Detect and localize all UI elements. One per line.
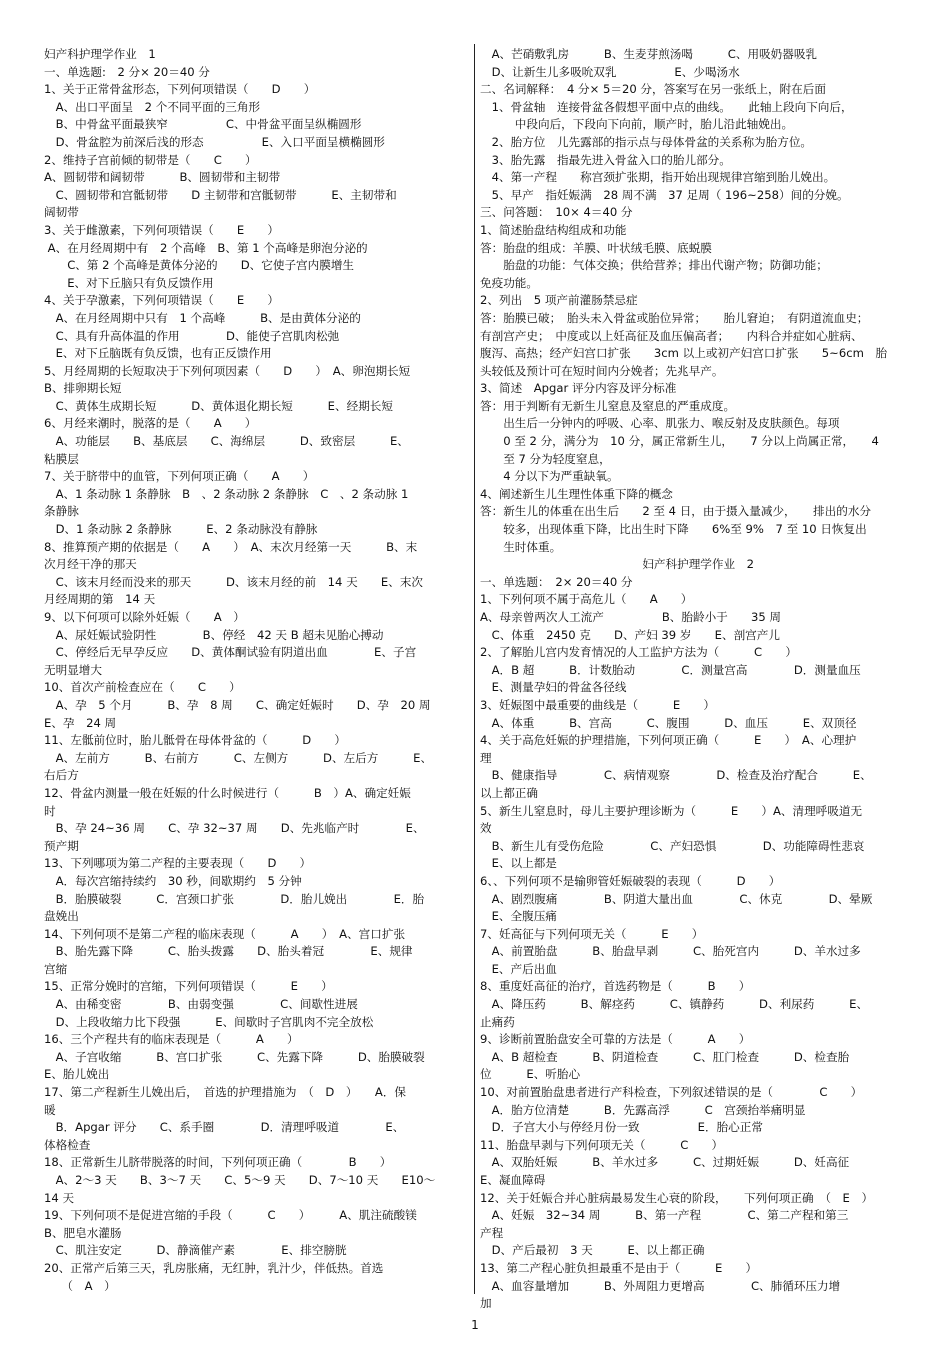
text-line: A、1 条动脉 1 条静脉 B 、2 条动脉 2 条静脉 C 、2 条动脉 1 bbox=[44, 486, 409, 501]
text-line: 14、下列何项不是第二产程的临床表现（ A ） A、宫口扩张 bbox=[44, 926, 406, 941]
text-line: A、剧烈腹痛 B、阴道大量出血 C、休克 D、晕厥 bbox=[480, 891, 873, 906]
text-line: B、新生儿有受伤危险 C、产妇恐惧 D、功能障碍性悲哀 bbox=[480, 838, 865, 853]
text-line: 中段向后，下段向下向前，顺产时，胎儿沿此轴娩出。 bbox=[480, 117, 794, 132]
text-line: 1、下列何项不属于高危儿（ A ） bbox=[480, 592, 693, 607]
text-line: 加 bbox=[480, 1296, 492, 1311]
text-line: 14 天 bbox=[44, 1190, 75, 1205]
text-line: 较多，出现体重下降，比出生时下降 6%至 9% 7 至 10 日恢复出 bbox=[480, 522, 867, 537]
page-number: 1 bbox=[471, 1318, 479, 1332]
text-line: D、产后最初 3 天 E、以上都正确 bbox=[480, 1243, 705, 1258]
text-line: 一、单选题： 2× 20＝40 分 bbox=[480, 574, 633, 589]
text-line: C、黄体生成期长短 D、黄体退化期长短 E、经期长短 bbox=[44, 398, 393, 413]
text-line: A、圆韧带和阔韧带 B、圆韧带和主韧带 bbox=[44, 170, 281, 185]
text-line: 宫缩 bbox=[44, 961, 68, 976]
text-line: A、血容量增加 B、外周阻力更增高 C、肺循环压力增 bbox=[480, 1278, 841, 1293]
text-line: A、降压药 B、解痉药 C、镇静药 D、利尿药 E、 bbox=[480, 997, 869, 1012]
text-line: 15、正常分娩时的宫缩，下列何项错误（ E ） bbox=[44, 979, 333, 994]
text-line: 20、正常产后第三天，乳房胀痛，无红肿，乳汁少，伴低热。首选 bbox=[44, 1260, 384, 1275]
text-line: C、该末月经而没来的那天 D、该末月经的前 14 天 E、末次 bbox=[44, 574, 424, 589]
text-line: 10、首次产前检查应在（ C ） bbox=[44, 680, 241, 695]
text-line: A、B 超检查 B、阴道检查 C、肛门检查 D、检查胎 bbox=[480, 1049, 850, 1064]
text-line: 理 bbox=[480, 750, 492, 765]
text-line: 预产期 bbox=[44, 838, 79, 853]
text-line: B．Apgar 评分 C、系手圈 D．清理呼吸道 E、 bbox=[44, 1120, 405, 1135]
text-line: 1、关于正常骨盆形态，下列何项错误（ D ） bbox=[44, 82, 316, 97]
text-line: 2、了解胎儿宫内发育情况的人工监护方法为（ C ） bbox=[480, 645, 797, 660]
text-line: C、第 2 个高峰是黄体分泌的 D、它使子宫内膜增生 bbox=[44, 258, 355, 273]
text-line: 右后方 bbox=[44, 768, 79, 783]
text-line: 17、第二产程新生儿娩出后， 首选的护理措施为 （ D ） A．保 bbox=[44, 1085, 407, 1100]
text-line: 4、第一产程 称宫颈扩张期，指开始出现规律宫缩到胎儿娩出。 bbox=[480, 170, 836, 185]
text-line: A．胎方位清楚 B．先露高浮 C 宫颈抬举痛明显 bbox=[480, 1102, 806, 1117]
text-line: 产程 bbox=[480, 1225, 504, 1240]
text-line: 4、关于高危妊娠的护理措施，下列何项正确（ E ） A、心理护 bbox=[480, 733, 857, 748]
text-line: A．每次宫缩持续约 30 秒，间歇期约 5 分钟 bbox=[44, 873, 302, 888]
text-line: 13、第二产程心脏负担最重不是由于（ E ） bbox=[480, 1260, 758, 1275]
text-line: 答：用于判断有无新生儿窒息及窒息的严重成度。 bbox=[480, 398, 736, 413]
text-line: B、肥皂水灌肠 bbox=[44, 1225, 122, 1240]
text-line: A、2～3 天 B、3～7 天 C、5～9 天 D、7～10 天 E10～ bbox=[44, 1173, 436, 1187]
text-line: D．子宫大小与停经月份一致 E．胎心正常 bbox=[480, 1120, 763, 1135]
text-line: A、在月经周期中有 2 个高峰 B、第 1 个高峰是卵泡分泌的 bbox=[44, 240, 368, 255]
text-line: C、停经后无早孕反应 D、黄体酮试验有阴道出血 E、子宫 bbox=[44, 645, 417, 660]
text-line: A、母亲曾两次人工流产 B、胎龄小于 35 周 bbox=[480, 610, 781, 624]
text-line: 胎盘的功能：气体交换；供给营养；排出代谢产物；防御功能； bbox=[480, 258, 828, 273]
text-line: 5、新生儿窒息时，母儿主要护理诊断为（ E ）A、清理呼吸道无 bbox=[480, 803, 863, 818]
text-line: 腹泻、高热；经产妇宫口扩张 3cm 以上或初产妇宫口扩张 5~6cm 胎 bbox=[480, 346, 888, 361]
text-line: B、中骨盆平面最狭窄 C、中骨盆平面呈纵椭圆形 bbox=[44, 117, 362, 132]
right-column bbox=[480, 46, 910, 1313]
text-line: A、功能层 B、基底层 C、海绵层 D、致密层 E、 bbox=[44, 434, 409, 449]
text-line: A、出口平面呈 2 个不同平面的三角形 bbox=[44, 99, 261, 114]
text-line: 8、推算预产期的依据是（ A ） A、末次月经第一天 B、末 bbox=[44, 539, 418, 554]
text-line: 5、月经周期的长短取决于下列何项因素（ D ） A、卵泡期长短 bbox=[44, 363, 411, 378]
text-line: 0 至 2 分，满分为 10 分，属正常新生儿， 7 分以上尚属正常， 4 bbox=[480, 434, 879, 449]
text-line: 止痛药 bbox=[480, 1014, 515, 1029]
text-line: 粘膜层 bbox=[44, 451, 79, 466]
text-line: 11、胎盘早剥与下列何项无关（ C ） bbox=[480, 1137, 724, 1152]
text-line: D、骨盆腔为前深后浅的形态 E、入口平面呈横椭圆形 bbox=[44, 134, 385, 149]
text-line: E、测量孕妇的骨盆各径线 bbox=[480, 680, 627, 695]
text-line: C、肌注安定 D、静滴催产素 E、排空膀胱 bbox=[44, 1243, 347, 1258]
text-line: 妇产科护理学作业 2 bbox=[480, 557, 755, 572]
text-line: 以上都正确 bbox=[480, 785, 538, 800]
text-line: 3、胎先露 指最先进入骨盆入口的胎儿部分。 bbox=[480, 152, 731, 167]
text-line: 月经周期的第 14 天 bbox=[44, 592, 156, 607]
text-line: A、芒硝敷乳房 B、生麦芽煎汤喝 C、用吸奶器吸乳 bbox=[480, 47, 818, 61]
text-line: 免疫功能。 bbox=[480, 275, 538, 290]
text-line: C、体重 2450 克 D、产妇 39 岁 E、剖宫产儿 bbox=[480, 627, 780, 642]
text-line: A、孕 5 个月 B、孕 8 周 C、确定妊娠时 D、孕 20 周 bbox=[44, 697, 431, 712]
text-line: 次月经干净的那天 bbox=[44, 557, 137, 572]
text-line: 13、下列哪项为第二产程的主要表现（ D ） bbox=[44, 856, 312, 871]
text-line: 效 bbox=[480, 821, 492, 836]
text-line: A、左前方 B、右前方 C、左侧方 D、左后方 E、 bbox=[44, 750, 433, 765]
column-divider bbox=[474, 44, 475, 1294]
text-line: 位 E、听胎心 bbox=[480, 1067, 581, 1082]
text-line: 18、正常新生儿脐带脱落的时间，下列何项正确（ B ） bbox=[44, 1155, 392, 1170]
text-line: C、具有升高体温的作用 D、能使子宫肌肉松弛 bbox=[44, 328, 340, 343]
text-line: 2、胎方位 儿先露部的指示点与母体骨盆的关系称为胎方位。 bbox=[480, 134, 813, 149]
text-line: 2、维持子宫前倾的韧带是（ C ） bbox=[44, 152, 257, 167]
text-line: A、前置胎盘 B、胎盘早剥 C、胎死宫内 D、羊水过多 bbox=[480, 944, 861, 959]
text-line: 无明显增大 bbox=[44, 662, 102, 677]
text-line: D、让新生儿多吸吮双乳 E、少喝汤水 bbox=[480, 64, 740, 79]
text-line: 二、名词解释： 4 分× 5＝20 分，答案写在另一张纸上，附在后面 bbox=[480, 82, 826, 97]
text-line: A、子宫收缩 B、宫口扩张 C、先露下降 D、胎膜破裂 bbox=[44, 1049, 425, 1064]
text-line: 4 分以下为严重缺氧。 bbox=[480, 469, 619, 484]
text-line: 出生后一分钟内的呼吸、心率、肌张力、喉反射及皮肤颜色。每项 bbox=[480, 416, 840, 431]
text-line: 3、简述 Apgar 评分内容及评分标准 bbox=[480, 381, 677, 396]
text-line: 19、下列何项不是促进宫缩的手段（ C ） A、肌注硫酸镁 bbox=[44, 1208, 417, 1223]
text-line: E、孕 24 周 bbox=[44, 715, 117, 730]
text-line: 一、单选题: 2 分× 20＝40 分 bbox=[44, 64, 210, 79]
text-line: E、全腹压痛 bbox=[480, 909, 557, 924]
text-line: 9、以下何项可以除外妊娠（ A ） bbox=[44, 610, 245, 624]
text-line: 体格检查 bbox=[44, 1137, 91, 1152]
text-line: 答：新生儿的体重在出生后 2 至 4 日，由于摄入量减少， 排出的水分 bbox=[480, 504, 872, 519]
text-line: D、上段收缩力比下段强 E、间歇时子宫肌肉不完全放松 bbox=[44, 1014, 374, 1029]
text-line: 至 7 分为轻度窒息， bbox=[480, 451, 611, 466]
text-line: 条静脉 bbox=[44, 504, 79, 519]
text-line: A、在月经周期中只有 1 个高峰 B、是由黄体分泌的 bbox=[44, 310, 361, 325]
text-line: 3、妊娠图中最重要的曲线是（ E ） bbox=[480, 697, 715, 712]
text-line: 暖 bbox=[44, 1102, 56, 1117]
text-line: E、凝血障碍 bbox=[480, 1173, 546, 1187]
text-line: 3、关于雌激素，下列何项错误（ E ） bbox=[44, 222, 279, 237]
text-line: 盘娩出 bbox=[44, 909, 79, 924]
text-line: 12、关于妊娠合并心脏病最易发生心衰的阶段， 下列何项正确 （ E ） bbox=[480, 1190, 874, 1205]
text-line: 1、简述胎盘结构组成和功能 bbox=[480, 222, 627, 237]
text-line: A．B 超 B．计数胎动 C．测量宫高 D．测量血压 bbox=[480, 662, 861, 677]
text-line: B．胎膜破裂 C．宫颈口扩张 D．胎儿娩出 E．胎 bbox=[44, 891, 425, 906]
left-column bbox=[44, 46, 470, 1295]
text-line: 7、关于脐带中的血管，下列何项正确（ A ） bbox=[44, 469, 315, 484]
text-line: E、对下丘脑只有负反馈作用 bbox=[44, 275, 214, 290]
text-line: A、由稀变密 B、由弱变强 C、间歇性进展 bbox=[44, 997, 358, 1012]
text-line: E、胎儿娩出 bbox=[44, 1067, 110, 1082]
text-line: A、妊娠 32~34 周 B、第一产程 C、第二产程和第三 bbox=[480, 1208, 849, 1223]
text-line: 妇产科护理学作业 1 bbox=[44, 47, 156, 61]
text-line: A、双胎妊娠 B、羊水过多 C、过期妊娠 D、妊高征 bbox=[480, 1155, 850, 1170]
text-line: 6、月经来潮时，脱落的是（ A ） bbox=[44, 416, 257, 431]
text-line: 答：胎盘的组成：羊膜、叶状绒毛膜、底蜕膜 bbox=[480, 240, 712, 255]
text-line: 8、重度妊高征的治疗，首选药物是（ B ） bbox=[480, 979, 751, 994]
text-line: 1、骨盆轴 连接骨盆各假想平面中点的曲线。 此轴上段向下向后， bbox=[480, 99, 853, 114]
text-line: C、圆韧带和宫骶韧带 D 主韧带和宫骶韧带 E、主韧带和 bbox=[44, 187, 397, 202]
text-line: B、孕 24~36 周 C、孕 32~37 周 D、先兆临产时 E、 bbox=[44, 821, 425, 836]
text-line: 三、问答题： 10× 4＝40 分 bbox=[480, 205, 633, 220]
text-line: 11、左骶前位时，胎儿骶骨在母体骨盆的（ D ） bbox=[44, 733, 346, 748]
text-line: B、健康指导 C、病情观察 D、检查及治疗配合 E、 bbox=[480, 768, 872, 783]
text-line: 时 bbox=[44, 803, 56, 818]
text-line: D、1 条动脉 2 条静脉 E、2 条动脉没有静脉 bbox=[44, 522, 318, 537]
text-line: 9、诊断前置胎盘安全可靠的方法是（ A ） bbox=[480, 1032, 751, 1047]
text-line: 4、阐述新生儿生理性体重下降的概念 bbox=[480, 486, 673, 501]
text-line: 7、妊高征与下列何项无关（ E ） bbox=[480, 926, 704, 941]
text-line: B、排卵期长短 bbox=[44, 381, 122, 396]
text-line: A、体重 B、宫高 C、腹围 D、血压 E、双顶径 bbox=[480, 715, 857, 730]
text-line: B、胎先露下降 C、胎头拨露 D、胎头着冠 E、规律 bbox=[44, 944, 413, 959]
text-line: E、以上都是 bbox=[480, 856, 557, 871]
text-line: 生时体重。 bbox=[480, 539, 562, 554]
text-line: E、产后出血 bbox=[480, 961, 557, 976]
text-line: 头较低及预计可在短时间内分娩者；先兆早产。 bbox=[480, 363, 724, 378]
text-line: （ A ） bbox=[44, 1278, 116, 1293]
text-line: A、尿妊娠试验阴性 B、停经 42 天 B 超未见胎心搏动 bbox=[44, 627, 384, 642]
text-line: 5、早产 指妊娠满 28 周不满 37 足周（ 196~258）间的分娩。 bbox=[480, 187, 849, 202]
text-line: 有剖宫产史； 中度或以上妊高征及血压偏高者； 内科合并症如心脏病、 bbox=[480, 328, 863, 343]
text-line: 4、关于孕激素，下列何项错误（ E ） bbox=[44, 293, 279, 308]
text-line: 12、骨盆内测量一般在妊娠的什么时候进行（ B ）A、确定妊娠 bbox=[44, 785, 411, 800]
text-line: 10、对前置胎盘患者进行产科检查，下列叙述错误的是（ C ） bbox=[480, 1085, 863, 1100]
text-line: 答：胎膜已破； 胎头未入骨盆或胎位异常； 胎儿窘迫； 有阴道流血史； bbox=[480, 310, 869, 325]
text-line: 6、、下列何项不是输卵管妊娠破裂的表现（ D ） bbox=[480, 873, 781, 888]
text-line: E、对下丘脑既有负反馈，也有正反馈作用 bbox=[44, 346, 272, 361]
text-line: 阔韧带 bbox=[44, 205, 79, 220]
text-line: 16、三个产程共有的临床表现是（ A ） bbox=[44, 1032, 299, 1047]
text-line: 2、列出 5 项产前灌肠禁忌症 bbox=[480, 293, 638, 308]
